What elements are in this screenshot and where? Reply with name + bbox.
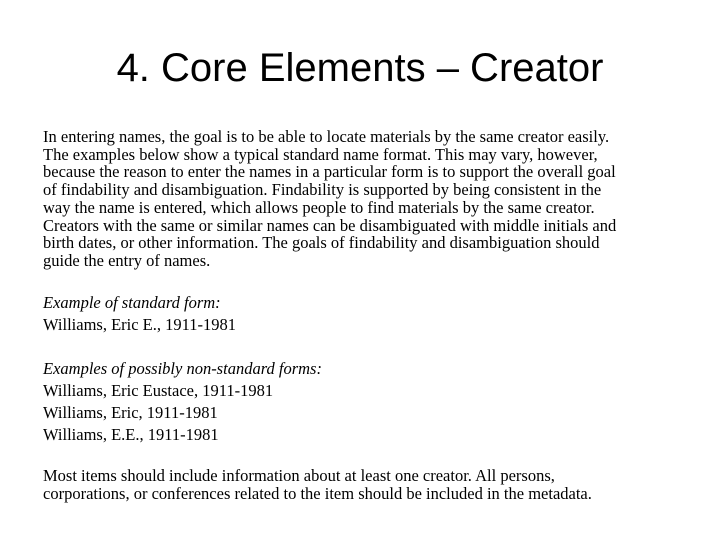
closing-paragraph [43,467,703,502]
slide-title: 4. Core Elements – Creator [116,46,604,90]
intro-paragraph [43,128,703,270]
intro-line: way the name is entered, which allows people to find materials by the same creator. [43,197,595,217]
standard-form-label: Example of standard form: [43,293,221,312]
closing-line: corporations, or conferences related to the item should be included in the metadata. [43,483,592,503]
intro-line: Creators with the same or similar names can be disambiguated with middle initials and [43,215,617,235]
intro-line: of findability and disambiguation. Findability is supported by being consistent in the [43,180,602,200]
intro-line: because the reason to enter the names in a particular form is to support the overall goal [43,162,616,182]
nonstandard-forms-label: Examples of possibly non-standard forms: [43,359,322,378]
standard-form-example [43,292,703,336]
nonstandard-form-name: Williams, Eric, 1911-1981 [43,403,218,422]
intro-line: guide the entry of names. [43,250,211,270]
intro-line: In entering names, the goal is to be able to locate materials by the same creator easily. [43,127,610,146]
closing-line: Most items should include information about at least one creator. All persons, [43,466,555,485]
nonstandard-form-name: Williams, Eric Eustace, 1911-1981 [43,381,274,400]
standard-form-name: Williams, Eric E., 1911-1981 [43,315,237,334]
nonstandard-forms-example [43,358,703,446]
intro-line: The examples below show a typical standard name format. This may vary, however, [43,144,598,164]
nonstandard-form-name: Williams, E.E., 1911-1981 [43,425,219,444]
intro-line: birth dates, or other information. The goals of findability and disambiguation should [43,233,600,253]
